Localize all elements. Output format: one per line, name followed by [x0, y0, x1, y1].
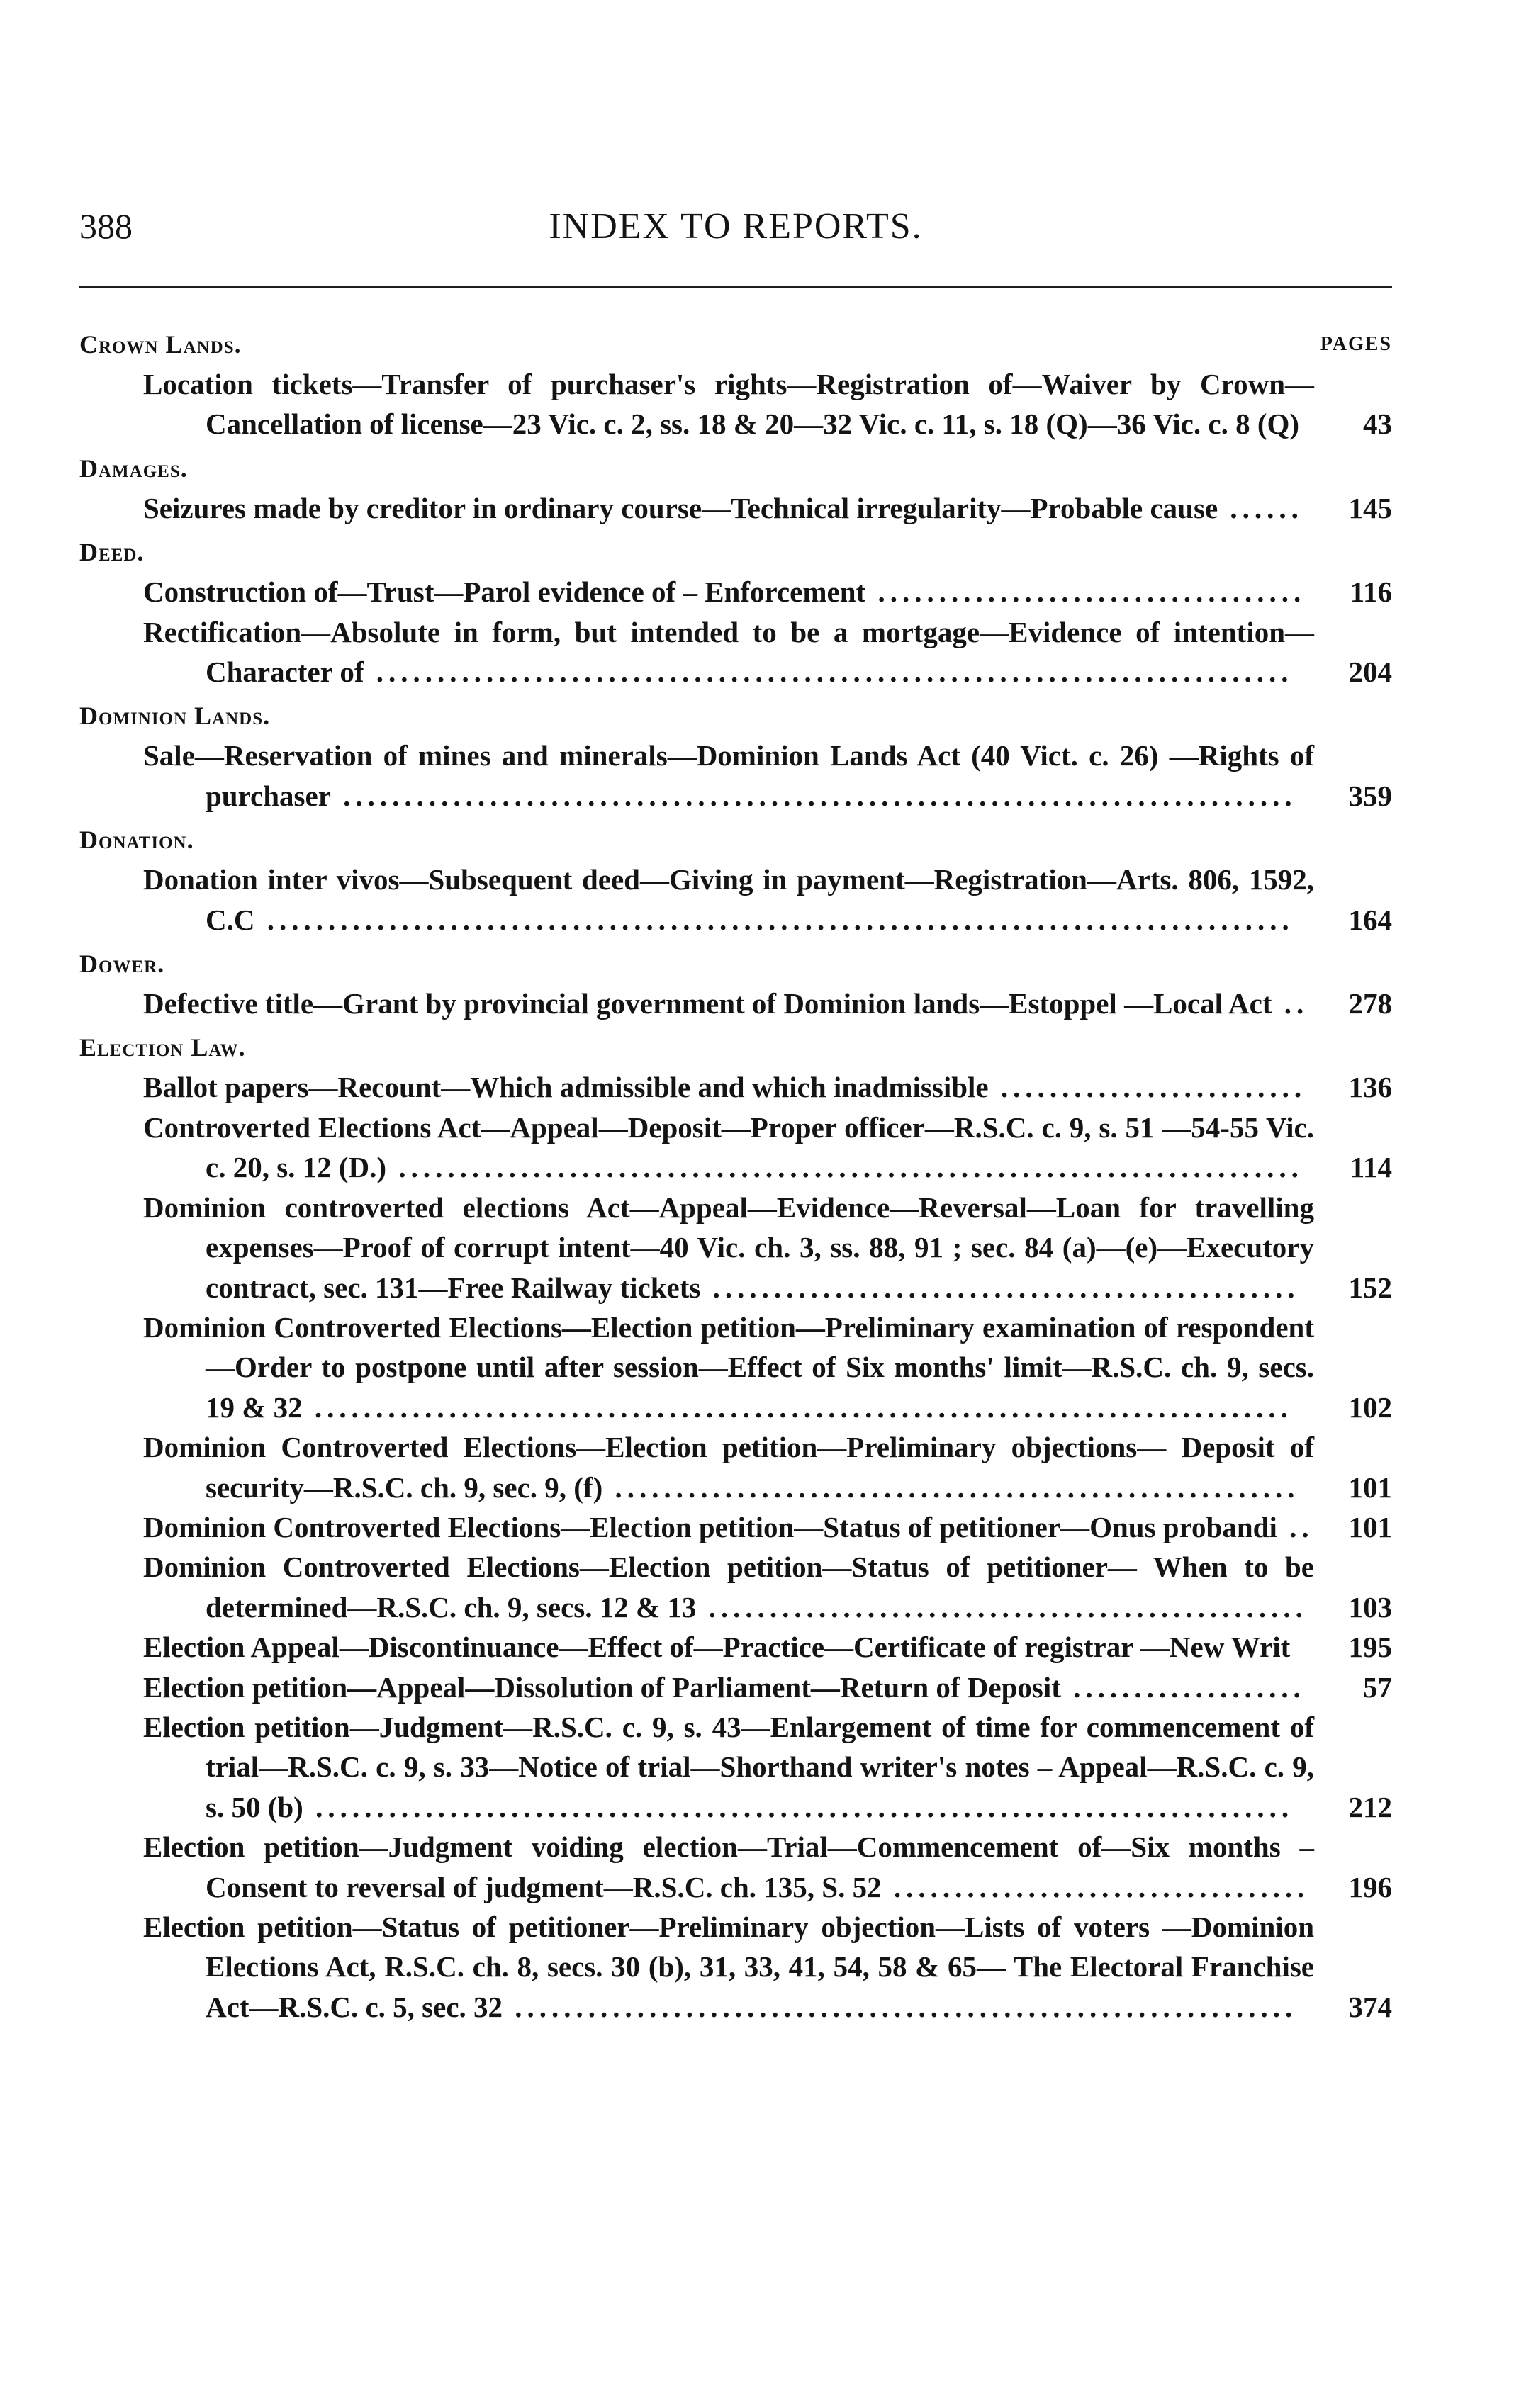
- index-entry: [143, 984, 1392, 1023]
- page-header: [79, 206, 1392, 255]
- leader-dots: ..................................: [881, 1870, 1310, 1903]
- page-reference: 204: [1348, 656, 1392, 689]
- leader-dots: ....................................................................................: [254, 903, 1294, 936]
- entry-text: Ballot papers—Recount—Which admissible and which inadmissible: [143, 1071, 989, 1104]
- page-reference: 43: [1363, 407, 1392, 441]
- section-title: Crown Lands.: [79, 330, 242, 359]
- index-entry: [143, 1547, 1392, 1627]
- entry-text: Dominion Controverted Elections—Election petition—Status of petitioner—Onus probandi: [143, 1510, 1277, 1543]
- leader-dots: ..: [1277, 1510, 1314, 1543]
- leader-dots: ........................................................: [602, 1470, 1300, 1504]
- page-reference: 114: [1350, 1151, 1392, 1184]
- leader-dots: ..............................................................................: [330, 779, 1297, 812]
- index-entry: [143, 736, 1392, 816]
- leader-dots: ...................................: [865, 575, 1306, 609]
- entry-text: Dominion controverted elections Act—Appeal—Evidence—Reversal—Loan for travelling expenses—Proof of corrupt intent—40 Vic. ch. 3, ss. 88, 91 ; sec. 84 (a)—(e)—Executory contract, sec. 131—Free Railway tickets: [143, 1191, 1314, 1304]
- header-rule: [79, 286, 1392, 288]
- leader-dots: ...........................................................................: [364, 656, 1294, 689]
- entry-text: Sale—Reservation of mines and minerals—Dominion Lands Act (40 Vict. c. 26) —Rights of purchaser: [143, 739, 1314, 812]
- section-spacer: [79, 2027, 1392, 2031]
- page-reference: 164: [1348, 903, 1392, 936]
- index-entry: [143, 1707, 1392, 1827]
- section-title: Donation.: [79, 826, 194, 855]
- entry-text: Election petition—Judgment voiding election—Trial—Commencement of—Six months – Consent to reversal of judgment—R.S.C. ch. 135, S. 52: [143, 1830, 1314, 1903]
- entry-text: Election petition—Appeal—Dissolution of Parliament—Return of Deposit: [143, 1670, 1061, 1704]
- index-entry: [143, 612, 1392, 692]
- entry-text: Location tickets—Transfer of purchaser's rights—Registration of—Waiver by Crown—Cancellation of license—23 Vic. c. 2, ss. 18 & 20—32 Vic. c. 11, s. 18 (Q)—36 Vic. c. 8 (Q): [143, 368, 1314, 441]
- page-reference: 196: [1348, 1870, 1392, 1903]
- entry-text: Seizures made by creditor in ordinary course—Technical irregularity—Probable cause: [143, 491, 1218, 524]
- index-entry: [143, 1827, 1392, 1907]
- section-title: Dower.: [79, 950, 165, 979]
- entry-text: Defective title—Grant by provincial government of Dominion lands—Estoppel —Local Act: [143, 987, 1272, 1020]
- page-reference: 145: [1348, 491, 1392, 524]
- entry-text: Rectification—Absolute in form, but intended to be a mortgage—Evidence of intention—Character of: [143, 615, 1314, 689]
- index-list: [79, 325, 1392, 2031]
- page-number: 388: [79, 206, 133, 246]
- leader-dots: ..........................................................................: [386, 1151, 1303, 1184]
- leader-dots: ...................: [1060, 1670, 1306, 1704]
- section-title: Damages.: [79, 454, 188, 483]
- index-entry: [143, 1627, 1392, 1667]
- index-entry: [143, 1507, 1392, 1547]
- page-reference: 116: [1350, 575, 1392, 609]
- section-title: Dominion Lands.: [79, 702, 271, 731]
- page-reference: 195: [1348, 1631, 1392, 1664]
- leader-dots: .........................: [988, 1071, 1307, 1104]
- leader-dots: ................................................................: [503, 1990, 1298, 2023]
- entry-text: Donation inter vivos—Subsequent deed—Giving in payment—Registration—Arts. 806, 1592, C.C: [143, 863, 1314, 936]
- leader-dots: ................................................................................: [302, 1390, 1293, 1424]
- page-reference: 101: [1348, 1510, 1392, 1543]
- entry-text: Construction of—Trust—Parol evidence of – Enforcement: [143, 575, 866, 609]
- page-reference: 101: [1348, 1470, 1392, 1504]
- entry-text: Dominion Controverted Elections—Election petition—Status of petitioner— When to be determined—R.S.C. ch. 9, secs. 12 & 13: [143, 1551, 1314, 1624]
- entry-text: Election petition—Judgment—R.S.C. c. 9, s. 43—Enlargement of time for commencement of trial—R.S.C. c. 9, s. 33—Notice of trial—Shorthand writer's notes – Appeal—R.S.C. c. 9, s. 50 (b): [143, 1710, 1314, 1823]
- leader-dots: .................................................: [696, 1590, 1308, 1624]
- entry-text: Election Appeal—Discontinuance—Effect of—Practice—Certificate of registrar —New Writ: [143, 1631, 1291, 1664]
- page-reference: 136: [1348, 1071, 1392, 1104]
- entry-text: Dominion Controverted Elections—Election petition—Preliminary objections— Deposit of security—R.S.C. ch. 9, sec. 9, (f): [143, 1431, 1314, 1504]
- index-entry: [143, 1427, 1392, 1507]
- leader-dots: ......: [1218, 491, 1303, 524]
- section-title: Election Law.: [79, 1033, 246, 1062]
- index-entry: [143, 1108, 1392, 1188]
- index-entry: [143, 1307, 1392, 1427]
- leader-dots: ..: [1272, 987, 1309, 1020]
- leader-dots: ................................................: [700, 1271, 1300, 1304]
- page-reference: 152: [1348, 1271, 1392, 1304]
- pages-column-label: PAGES: [1320, 333, 1392, 355]
- index-entry: [143, 572, 1392, 612]
- page-reference: 212: [1348, 1790, 1392, 1823]
- running-title: INDEX TO REPORTS.: [549, 206, 923, 247]
- index-entry: [143, 364, 1392, 444]
- index-entry: [143, 860, 1392, 940]
- section-title: Deed.: [79, 538, 145, 567]
- entry-text: Dominion Controverted Elections—Election petition—Preliminary examination of respondent—Order to postpone until after session—Effect of Six months' limit—R.S.C. ch. 9, secs. 19 & 32: [143, 1310, 1314, 1424]
- entry-text: Controverted Elections Act—Appeal—Deposit—Proper officer—R.S.C. c. 9, s. 51 —54-55 Vic. c. 20, s. 12 (D.): [143, 1110, 1314, 1184]
- page-reference: 359: [1348, 779, 1392, 812]
- leader-dots: ................................................................................: [303, 1790, 1294, 1823]
- page-reference: 102: [1348, 1390, 1392, 1424]
- index-entry: [143, 1667, 1392, 1707]
- page-reference: 57: [1363, 1670, 1392, 1704]
- index-entry: [143, 1188, 1392, 1307]
- index-entry: [143, 1907, 1392, 2027]
- page-reference: 103: [1348, 1590, 1392, 1624]
- entry-text: Election petition—Status of petitioner—Preliminary objection—Lists of voters —Dominion Elections Act, R.S.C. ch. 8, secs. 30 (b), 31, 33, 41, 54, 58 & 65— The Electoral Franchise Act—R.S.C. c. 5, sec. 32: [143, 1911, 1314, 2023]
- index-entry: [143, 488, 1392, 528]
- index-entry: [143, 1067, 1392, 1107]
- page-reference: 278: [1348, 987, 1392, 1020]
- page-reference: 374: [1348, 1990, 1392, 2023]
